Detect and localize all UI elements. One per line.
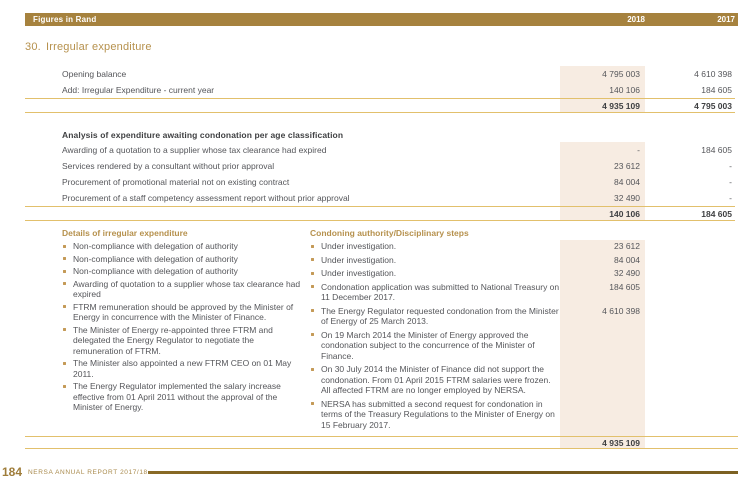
amount-2018: 84 004 (614, 254, 640, 265)
value-2018: 4 795 003 (560, 66, 645, 82)
year-column-2018: 2018 (627, 15, 645, 24)
list-item (310, 364, 560, 396)
list-item (310, 399, 560, 431)
bullet-icon (63, 385, 66, 388)
irregular-expenditure-list (62, 241, 304, 415)
value-2017: - (729, 177, 732, 187)
figures-in-rand-bar (25, 13, 738, 26)
total-2017 (645, 437, 735, 448)
list-item (62, 381, 304, 413)
value-2017: - (729, 193, 732, 203)
list-item (62, 254, 304, 265)
row-label: Add: Irregular Expenditure - current year (62, 85, 215, 95)
summary-table (25, 66, 738, 113)
bullet-icon (63, 257, 66, 260)
value-2018: - (560, 142, 645, 158)
bullet-icon (311, 333, 314, 336)
bullet-icon (63, 270, 66, 273)
figures-in-rand-label: Figures in Rand (33, 15, 97, 24)
page-number: 184 (2, 465, 23, 479)
list-item-text: Non-compliance with delegation of authority (73, 266, 238, 276)
list-item-text: Non-compliance with delegation of authority (73, 253, 238, 264)
bullet-icon (63, 328, 66, 331)
bullet-icon (63, 282, 66, 285)
list-item (62, 302, 304, 323)
list-item-text: The Energy Regulator requested condonation from the Minister of Energy of 25 March 2013. (321, 305, 559, 326)
bullet-icon (63, 362, 66, 365)
analysis-total-row (25, 206, 735, 221)
list-item-text: Awarding of quotation to a supplier whose tax clearance had expired (73, 278, 301, 299)
row-label: Opening balance (62, 69, 127, 79)
list-item-text: The Minister of Energy re-appointed three FTRM and delegated the Energy Regulator to negotiate the remuneration of FTRM. (73, 324, 273, 356)
list-item (310, 254, 640, 266)
summary-total-row (25, 98, 735, 113)
list-item (310, 241, 640, 252)
list-item (310, 330, 560, 362)
table-row (25, 142, 735, 158)
list-item-text: Non-compliance with delegation of authority (73, 241, 238, 251)
table-row (25, 66, 735, 82)
list-item-text: Under investigation. (321, 268, 397, 278)
bullet-icon (63, 305, 66, 308)
row-label: Awarding of a quotation to a supplier whose tax clearance had expired (62, 145, 327, 155)
list-item-text: NERSA has submitted a second request for condonation in terms of the Treasury Regulations to the Minister of Energy on 15 February 2017. (321, 398, 555, 430)
row-label: Services rendered by a consultant without prior approval (62, 161, 275, 171)
value-2018: 23 612 (560, 158, 645, 174)
list-item (62, 279, 304, 300)
value-2018: 84 004 (560, 174, 645, 190)
list-item-text: FTRM remuneration should be approved by the Minister of Energy in concurrence with the Minister of Finance. (73, 301, 294, 322)
total-2017: 4 795 003 (694, 100, 732, 111)
list-item (62, 358, 304, 379)
bullet-icon (311, 402, 314, 405)
footer-rule (148, 471, 738, 474)
list-item-text: Under investigation. (321, 254, 397, 265)
list-item (62, 266, 304, 277)
section-heading (25, 41, 152, 53)
analysis-heading-row (25, 128, 735, 142)
bullet-icon (311, 368, 314, 371)
amount-2018: 4 610 398 (602, 305, 640, 316)
table-row (25, 190, 735, 206)
value-2017: - (729, 161, 732, 171)
value-2017: 184 605 (701, 145, 732, 155)
year-column-2017: 2017 (717, 15, 735, 24)
row-label: Procurement of a staff competency assessment report without prior approval (62, 193, 350, 203)
analysis-heading: Analysis of expenditure awaiting condonation per age classification (62, 130, 344, 140)
list-item (310, 305, 640, 327)
value-2018: 32 490 (560, 190, 645, 206)
details-section (25, 226, 738, 449)
amount-2018: 23 612 (614, 241, 640, 251)
list-item (62, 241, 304, 252)
table-row (25, 158, 735, 174)
amount-2018: 32 490 (614, 268, 640, 278)
value-2017: 184 605 (701, 85, 732, 95)
list-item-text: The Minister also appointed a new FTRM CEO on 01 May 2011. (73, 358, 292, 379)
section-number: 30. (25, 41, 41, 53)
condoning-steps-list (310, 241, 640, 433)
total-2017: 184 605 (701, 208, 732, 219)
table-row (25, 82, 735, 98)
value-2017: 4 610 398 (694, 69, 732, 79)
list-item (62, 325, 304, 357)
table-row (25, 174, 735, 190)
list-item (310, 268, 640, 279)
row-label: Procurement of promotional material not on existing contract (62, 177, 290, 187)
section-title: Irregular expenditure (46, 41, 152, 53)
report-title: NERSA ANNUAL REPORT 2017/18 (28, 469, 148, 476)
list-item-text: The Energy Regulator implemented the salary increase effective from 01 April 2011 without the approval of the Minister of Energy. (73, 381, 281, 412)
analysis-table (25, 128, 738, 221)
total-2018: 4 935 109 (560, 99, 645, 112)
list-item-text: On 19 March 2014 the Minister of Energy approved the condonation subject to the concurrence of the Minister of Finance. (321, 329, 535, 361)
details-left-heading: Details of irregular expenditure (62, 228, 188, 238)
bullet-icon (63, 245, 66, 248)
list-item (310, 281, 640, 303)
details-total-row (25, 436, 738, 449)
list-item-text: Under investigation. (321, 241, 397, 251)
list-item-text: On 30 July 2014 the Minister of Finance did not support the condonation. From 01 April 2015 FTRM salaries were frozen. All affected FTRM are no longer employed by NERSA. (321, 364, 551, 395)
details-right-heading: Condoning authority/Disciplinary steps (310, 228, 469, 238)
total-2018: 140 106 (560, 207, 645, 220)
amount-2018: 184 605 (609, 281, 640, 292)
value-2018: 140 106 (560, 82, 645, 98)
list-item-text: Condonation application was submitted to National Treasury on 11 December 2017. (321, 281, 560, 302)
total-2018: 4 935 109 (602, 437, 640, 448)
